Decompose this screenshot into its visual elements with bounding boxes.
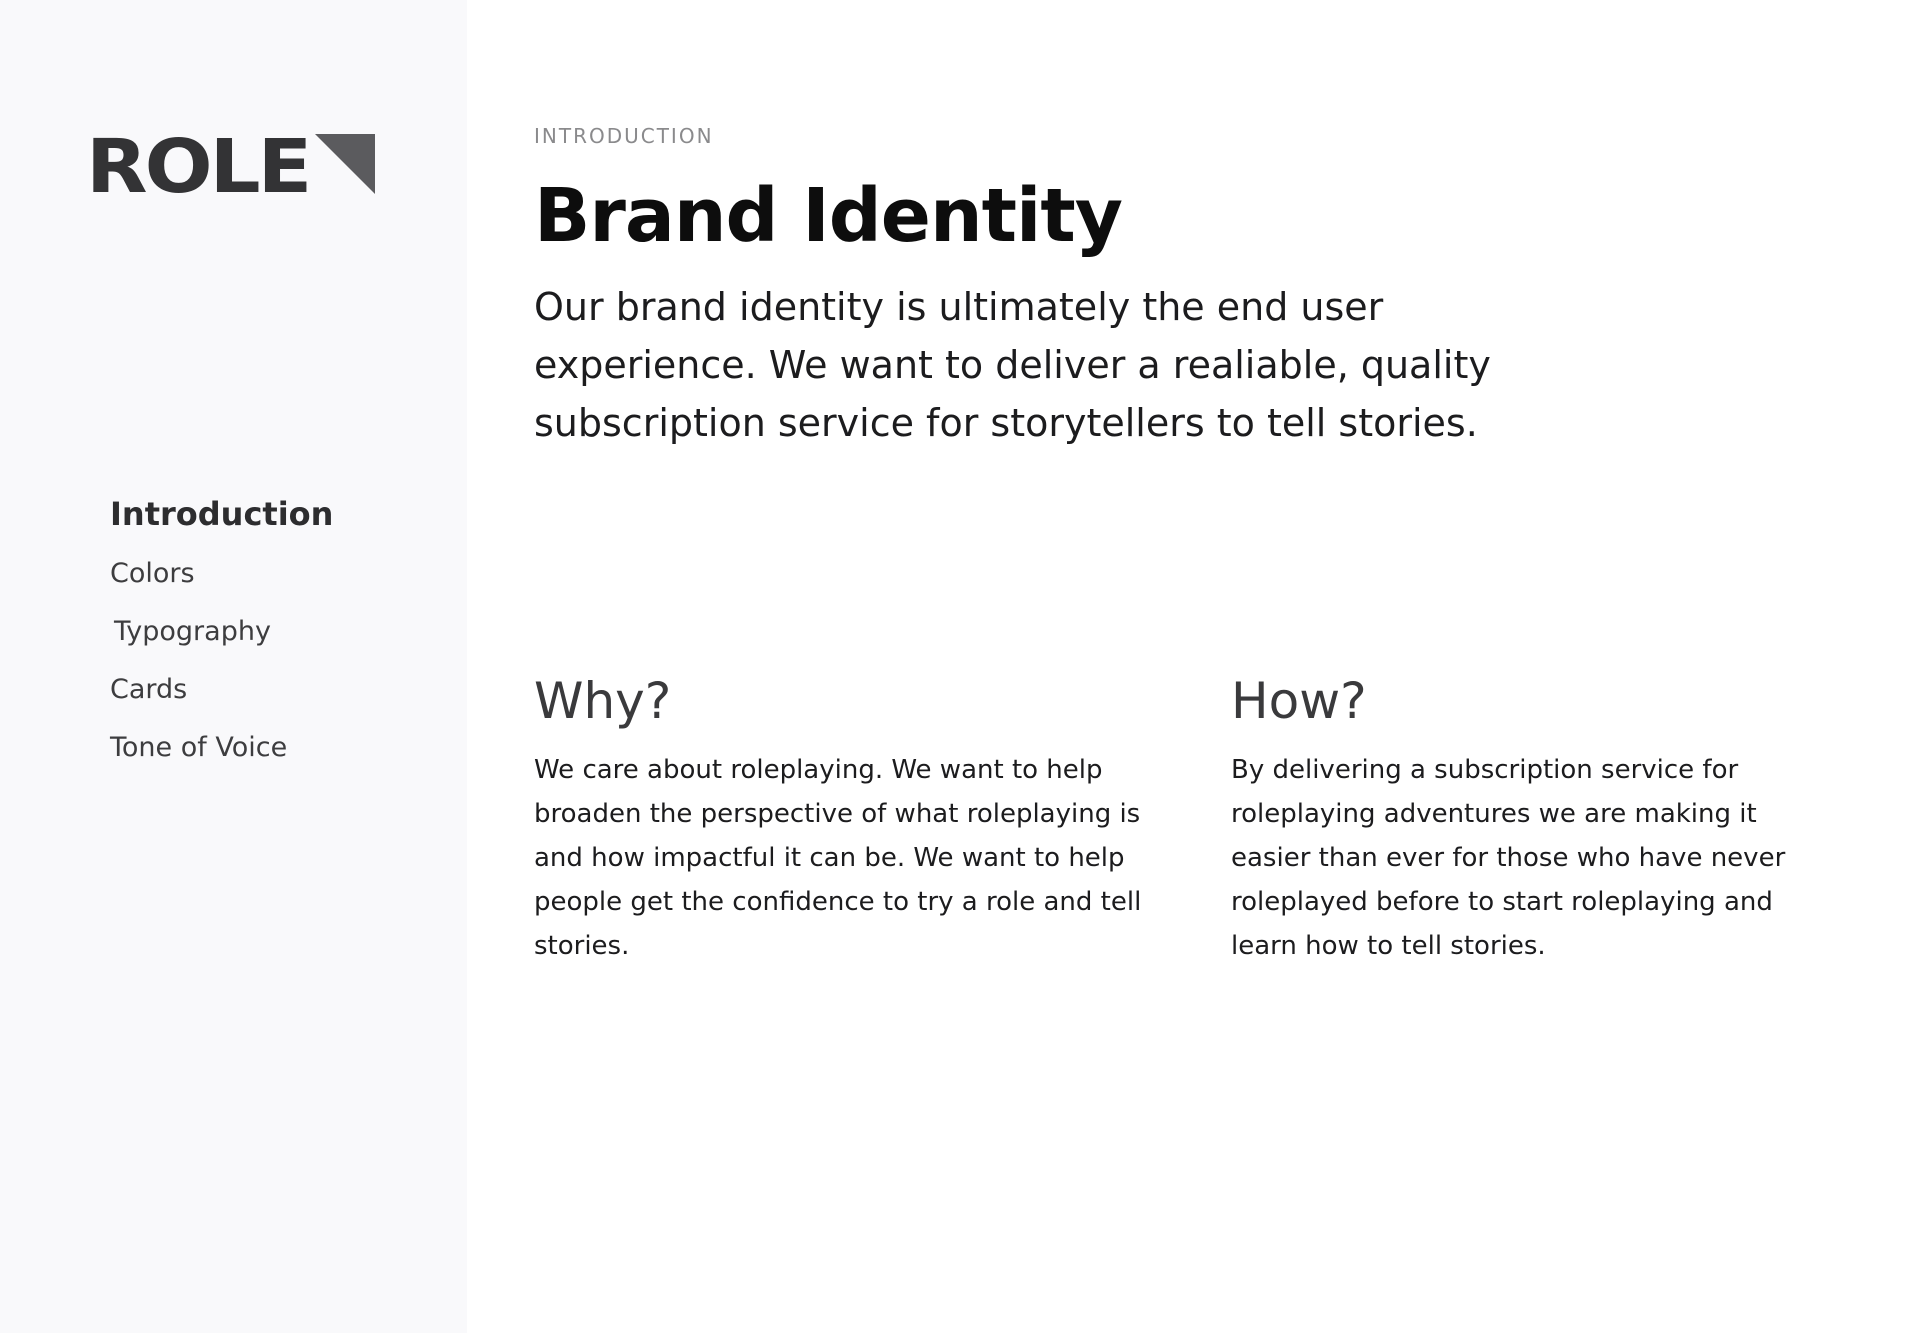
page-title: Brand Identity <box>534 173 1122 259</box>
why-heading: Why? <box>534 672 672 730</box>
logo-triangle-icon <box>315 134 375 194</box>
nav-item-tone-of-voice[interactable]: Tone of Voice <box>110 732 288 763</box>
sidebar-nav <box>110 494 333 786</box>
how-body: By delivering a subscription service for roleplaying adventures we are making it easier than ever for those who have never roleplayed before to start roleplaying and learn how to tell stories. <box>1231 755 1786 961</box>
nav-item-cards[interactable]: Cards <box>110 674 188 705</box>
nav-item-typography[interactable]: Typography <box>114 616 271 647</box>
nav-item-colors[interactable]: Colors <box>110 558 195 589</box>
why-section <box>534 666 1174 968</box>
section-eyebrow: INTRODUCTION <box>534 124 714 148</box>
how-heading: How? <box>1231 672 1367 730</box>
nav-item-introduction[interactable]: Introduction <box>110 495 334 533</box>
lead-paragraph: Our brand identity is ultimately the end user experience. We want to deliver a realiable, quality subscription service for storytellers to tell stories. <box>534 285 1491 445</box>
how-section <box>1231 666 1871 968</box>
logo[interactable] <box>86 123 375 210</box>
why-body: We care about roleplaying. We want to help broaden the perspective of what roleplaying is and how impactful it can be. We want to help people get the confidence to try a role and tell stories. <box>534 755 1142 961</box>
logo-wordmark: ROLE <box>86 123 310 210</box>
sidebar <box>0 0 467 1333</box>
